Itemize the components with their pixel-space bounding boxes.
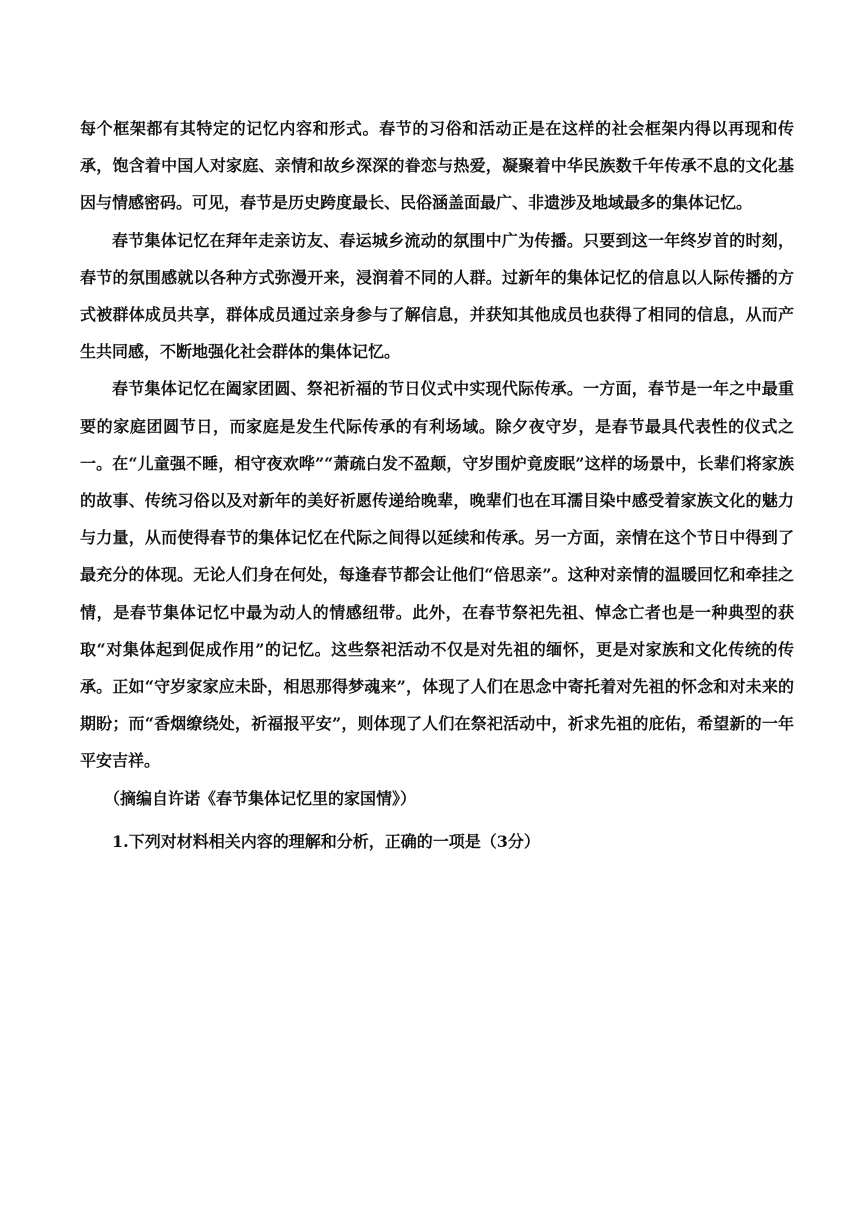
question-1: 1.下列对材料相关内容的理解和分析，正确的一项是（3分） <box>112 831 540 851</box>
paragraph-framework-memory: 每个框架都有其特定的记忆内容和形式。春节的习俗和活动正是在这样的社会框架内得以再现和传承，饱含着中国人对家庭、亲情和故乡深深的眷恋与热爱，凝聚着中华民族数千年传承不息的文化基因与情感密码。可见，春节是历史跨度最长、民俗涵盖面最广、非遗涉及地域最多的集体记忆。 <box>80 119 794 213</box>
source-citation: （摘编自许诺《春节集体记忆里的家国情》） <box>104 788 417 808</box>
paragraph-spread: 春节集体记忆在拜年走亲访友、春运城乡流动的氛围中广为传播。只要到这一年终岁首的时刻，春节的氛围感就以各种方式弥漫开来，浸润着不同的人群。过新年的集体记忆的信息以人际传播的方式被群体成员共享，群体成员通过亲身参与了解信息，并获知其他成员也获得了相同的信息，从而产生共同感，不断地强化社会群体的集体记忆。 <box>80 230 794 362</box>
document-body <box>80 110 794 860</box>
paragraph-inheritance: 春节集体记忆在阖家团圆、祭祀祈福的节日仪式中实现代际传承。一方面，春节是一年之中最重要的家庭团圆节日，而家庭是发生代际传承的有利场域。除夕夜守岁，是春节最具代表性的仪式之一。在“儿童强不睡，相守夜欢哗”“萧疏白发不盈颠，守岁围炉竟废眠”这样的场景中，长辈们将家族的故事、传统习俗以及对新年的美好祈愿传递给晚辈，晚辈们也在耳濡目染中感受着家族文化的魅力与力量，从而使得春节的集体记忆在代际之间得以延续和传承。另一方面，亲情在这个节日中得到了最充分的体现。无论人们身在何处，每逢春节都会让他们“倍思亲”。这种对亲情的温暖回忆和牵挂之情，是春节集体记忆中最为动人的情感纽带。此外，在春节祭祀先祖、悼念亡者也是一种典型的获取“对集体起到促成作用”的记忆。这些祭祀活动不仅是对先祖的缅怀，更是对家族和文化传统的传承。正如“守岁家家应未卧，相思那得梦魂来”，体现了人们在思念中寄托着对先祖的怀念和对未来的期盼；而“香烟缭绕处，祈福报平安”，则体现了人们在祭祀活动中，祈求先祖的庇佑，希望新的一年平安吉祥。 <box>80 379 794 771</box>
